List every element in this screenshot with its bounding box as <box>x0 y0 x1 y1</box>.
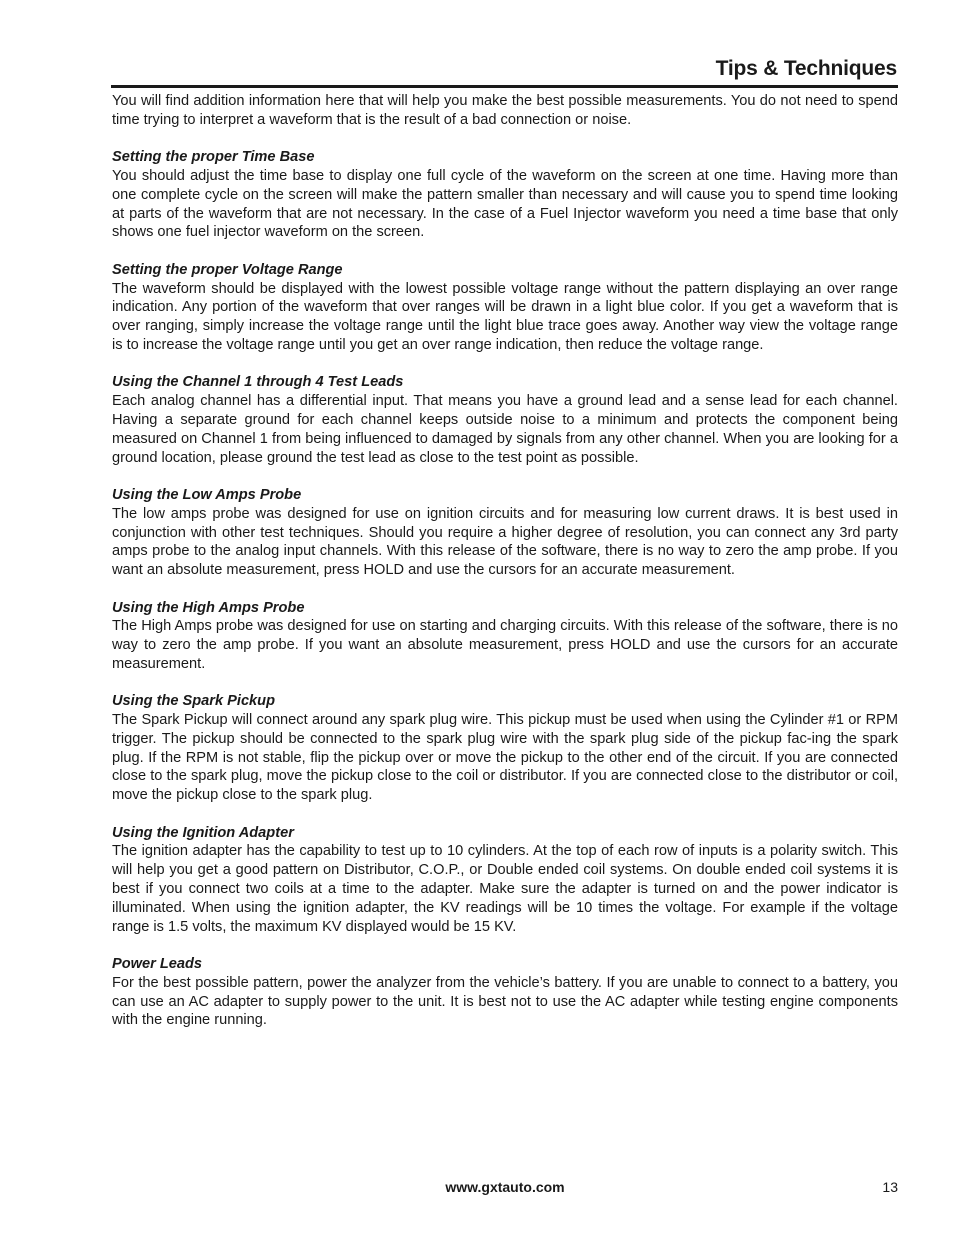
section-body: Each analog channel has a differential input. That means you have a ground lead and a sense lead for each channel. Having a separate ground for each channel keeps outside noise to a minimum and protects the component being measured on Channel 1 from being influenced to damaged by signals from any other channel. When you are looking for a ground location, please ground the test lead as close to the test point as possible. <box>112 393 898 466</box>
section-body: For the best possible pattern, power the analyzer from the vehicle’s battery. If you are unable to connect to a battery, you can use an AC adapter to supply power to the unit. It is best not to use the AC adapter while testing engine components with the engine running. <box>112 974 898 1029</box>
title-rule <box>111 85 898 88</box>
section-low-amps-probe <box>112 486 898 580</box>
section-heading: Using the Low Amps Probe <box>112 486 302 503</box>
section-heading: Setting the proper Voltage Range <box>112 261 343 278</box>
footer-url: www.gxtauto.com <box>445 1179 565 1195</box>
section-high-amps-probe <box>112 599 898 674</box>
section-heading: Using the Channel 1 through 4 Test Leads <box>112 374 404 391</box>
section-body: The waveform should be displayed with the lowest possible voltage range without the pattern displaying an over range indication. Any portion of the waveform that over ranges will be drawn in a light blue color. If you get a waveform that is over ranging, simply increase the voltage range until the light blue trace goes away. Another way view the voltage range is to increase the voltage range until you get an over range indication, then reduce the voltage range. <box>112 280 898 353</box>
section-heading: Using the Ignition Adapter <box>112 824 294 841</box>
section-body: The High Amps probe was designed for use on starting and charging circuits. With this release of the software, there is no way to zero the amp probe. If you want an absolute measurement, press HOLD and use the cursors for an accurate measurement. <box>112 618 898 672</box>
section-ignition-adapter <box>112 824 898 937</box>
section-heading: Power Leads <box>112 956 203 973</box>
section-heading: Using the High Amps Probe <box>112 599 305 616</box>
section-test-leads <box>112 373 898 467</box>
section-heading: Using the Spark Pickup <box>112 693 276 710</box>
section-body: The ignition adapter has the capability to test up to 10 cylinders. At the top of each row of inputs is a polarity switch. This will help you get a good pattern on Distributor, C.O.P., or Double ended coil systems. On double ended coil systems it is best if you connect two coils at a time to the adapter. Make sure the adapter is turned on and the power indicator is illuminated. When using the ignition adapter, the KV readings will be 10 times the voltage. For example if the voltage range is 1.5 volts, the maximum KV displayed would be 15 KV. <box>112 843 898 935</box>
intro-paragraph: You will find addition information here that will help you make the best possible measurements. You do not need to spend time trying to interpret a waveform that is the result of a bad connection or noise. <box>112 93 898 128</box>
section-voltage-range <box>112 261 898 355</box>
document-body <box>112 92 898 1049</box>
section-body: The low amps probe was designed for use on ignition circuits and for measuring low current draws. It is best used in conjunction with other test techniques. Should you require a higher degree of resolution, you can connect any 3rd party amps probe to the analog input channels. With this release of the software, there is no way to zero the amp probe. If you want an absolute measurement, press HOLD and use the cursors for an accurate measurement. <box>112 505 898 579</box>
section-heading: Setting the proper Time Base <box>112 149 315 166</box>
section-time-base <box>112 148 898 242</box>
section-power-leads <box>112 955 898 1030</box>
section-spark-pickup <box>112 692 898 805</box>
section-body: The Spark Pickup will connect around any spark plug wire. This pickup must be used when using the Cylinder #1 or RPM trigger. The pickup should be connected to the spark plug wire with the spark plug side of the pickup fac-ing the spark plug. If the RPM is not stable, flip the pickup over or move the pickup to the other end of the circuit. If you are connected close to the spark plug, move the pickup close to the coil or distributor. If you are connected close to the distributor or coil, move the pickup close to the spark plug. <box>112 712 898 804</box>
page-title: Tips & Techniques <box>715 57 897 80</box>
page-number: 13 <box>882 1179 898 1195</box>
section-body: You should adjust the time base to display one full cycle of the waveform on the screen at one time. Having more than one complete cycle on the screen will make the pattern smaller than necessary and will cause you to spend time looking at parts of the waveform that are not necessary. In the case of a Fuel Injector waveform you need a time base that only shows one fuel injector waveform on the screen. <box>112 167 898 241</box>
